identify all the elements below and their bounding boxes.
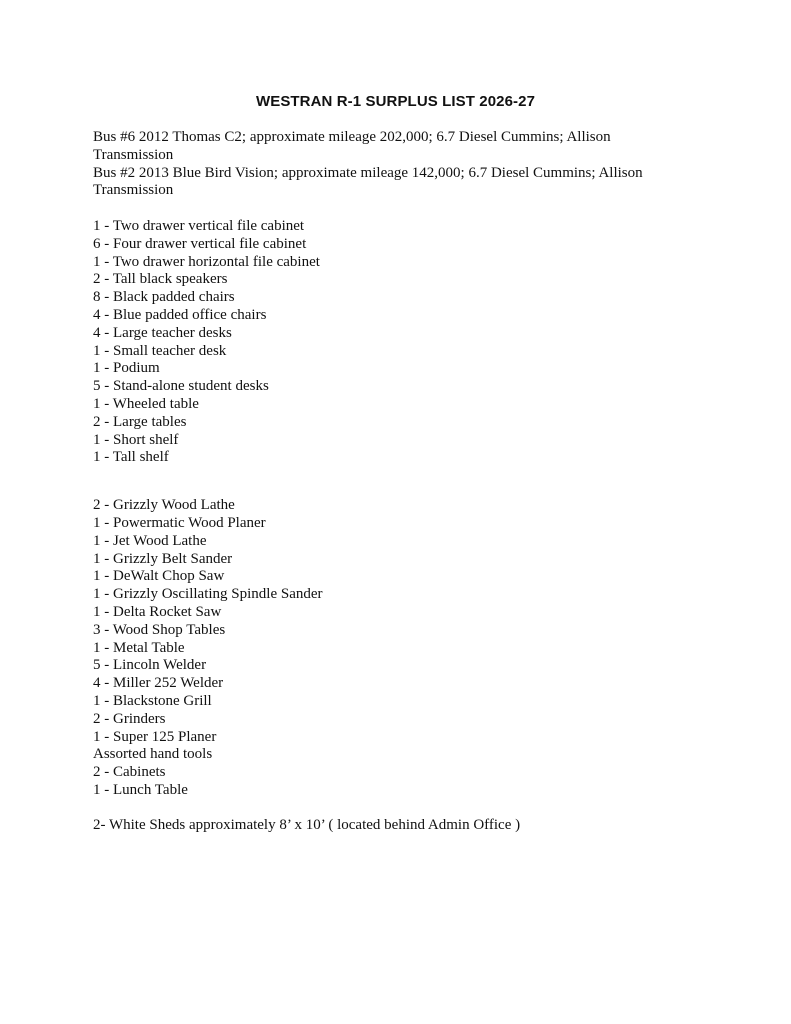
list-item: 1 - Delta Rocket Saw	[93, 603, 222, 620]
spacer	[93, 800, 693, 818]
list-item: 2 - Tall black speakers	[93, 271, 228, 288]
bus-list	[93, 129, 693, 200]
spacer	[93, 200, 693, 218]
document-body	[93, 129, 693, 835]
list-item: 2 - Cabinets	[93, 764, 166, 781]
bus-line-continued: Transmission	[93, 182, 174, 199]
list-item: 1 - Tall shelf	[93, 449, 169, 466]
spacer	[93, 467, 693, 497]
list-item: 1 - Two drawer vertical file cabinet	[93, 217, 305, 234]
list-item: 1 - Grizzly Oscillating Spindle Sander	[93, 586, 323, 603]
list-item: 1 - Metal Table	[93, 639, 185, 656]
document-title: WESTRAN R-1 SURPLUS LIST 2026-27	[255, 93, 536, 110]
list-item: 1 - Powermatic Wood Planer	[93, 514, 266, 531]
list-item: Assorted hand tools	[93, 746, 213, 763]
list-item: 1 - Grizzly Belt Sander	[93, 550, 233, 567]
list-item: 4 - Miller 252 Welder	[93, 675, 224, 692]
list-item: 1 - Short shelf	[93, 431, 179, 448]
list-item: 1 - Jet Wood Lathe	[93, 532, 207, 549]
list-item: 2- White Sheds approximately 8’ x 10’ ( located behind Admin Office )	[93, 817, 521, 834]
bus-entry	[93, 165, 693, 201]
list-item: 4 - Blue padded office chairs	[93, 306, 267, 323]
list-item: 2 - Grinders	[93, 710, 166, 727]
list-item: 1 - Lunch Table	[93, 781, 188, 798]
list-item: 1 - DeWalt Chop Saw	[93, 568, 225, 585]
list-item: 1 - Super 125 Planer	[93, 728, 217, 745]
list-item: 3 - Wood Shop Tables	[93, 621, 226, 638]
list-item: 5 - Lincoln Welder	[93, 657, 207, 674]
list-item: 2 - Large tables	[93, 413, 187, 430]
bus-line: Bus #2 2013 Blue Bird Vision; approximate mileage 142,000; 6.7 Diesel Cummins; Allison	[93, 164, 643, 181]
list-item: 2 - Grizzly Wood Lathe	[93, 497, 235, 514]
list-item: 8 - Black padded chairs	[93, 289, 235, 306]
list-item: 5 - Stand-alone student desks	[93, 378, 269, 395]
list-item: 1 - Two drawer horizontal file cabinet	[93, 253, 320, 270]
shop-equipment-list	[93, 497, 693, 800]
list-item: 1 - Blackstone Grill	[93, 692, 212, 709]
list-item: 6 - Four drawer vertical file cabinet	[93, 235, 307, 252]
list-item: 1 - Podium	[93, 360, 160, 377]
furniture-list	[93, 218, 693, 467]
bus-line-continued: Transmission	[93, 146, 174, 163]
list-item: 4 - Large teacher desks	[93, 324, 232, 341]
bus-line: Bus #6 2012 Thomas C2; approximate mileage 202,000; 6.7 Diesel Cummins; Allison	[93, 129, 611, 145]
list-item: 1 - Small teacher desk	[93, 342, 227, 359]
bus-entry	[93, 129, 693, 165]
list-item: 1 - Wheeled table	[93, 395, 199, 412]
sheds-entry	[93, 817, 693, 835]
